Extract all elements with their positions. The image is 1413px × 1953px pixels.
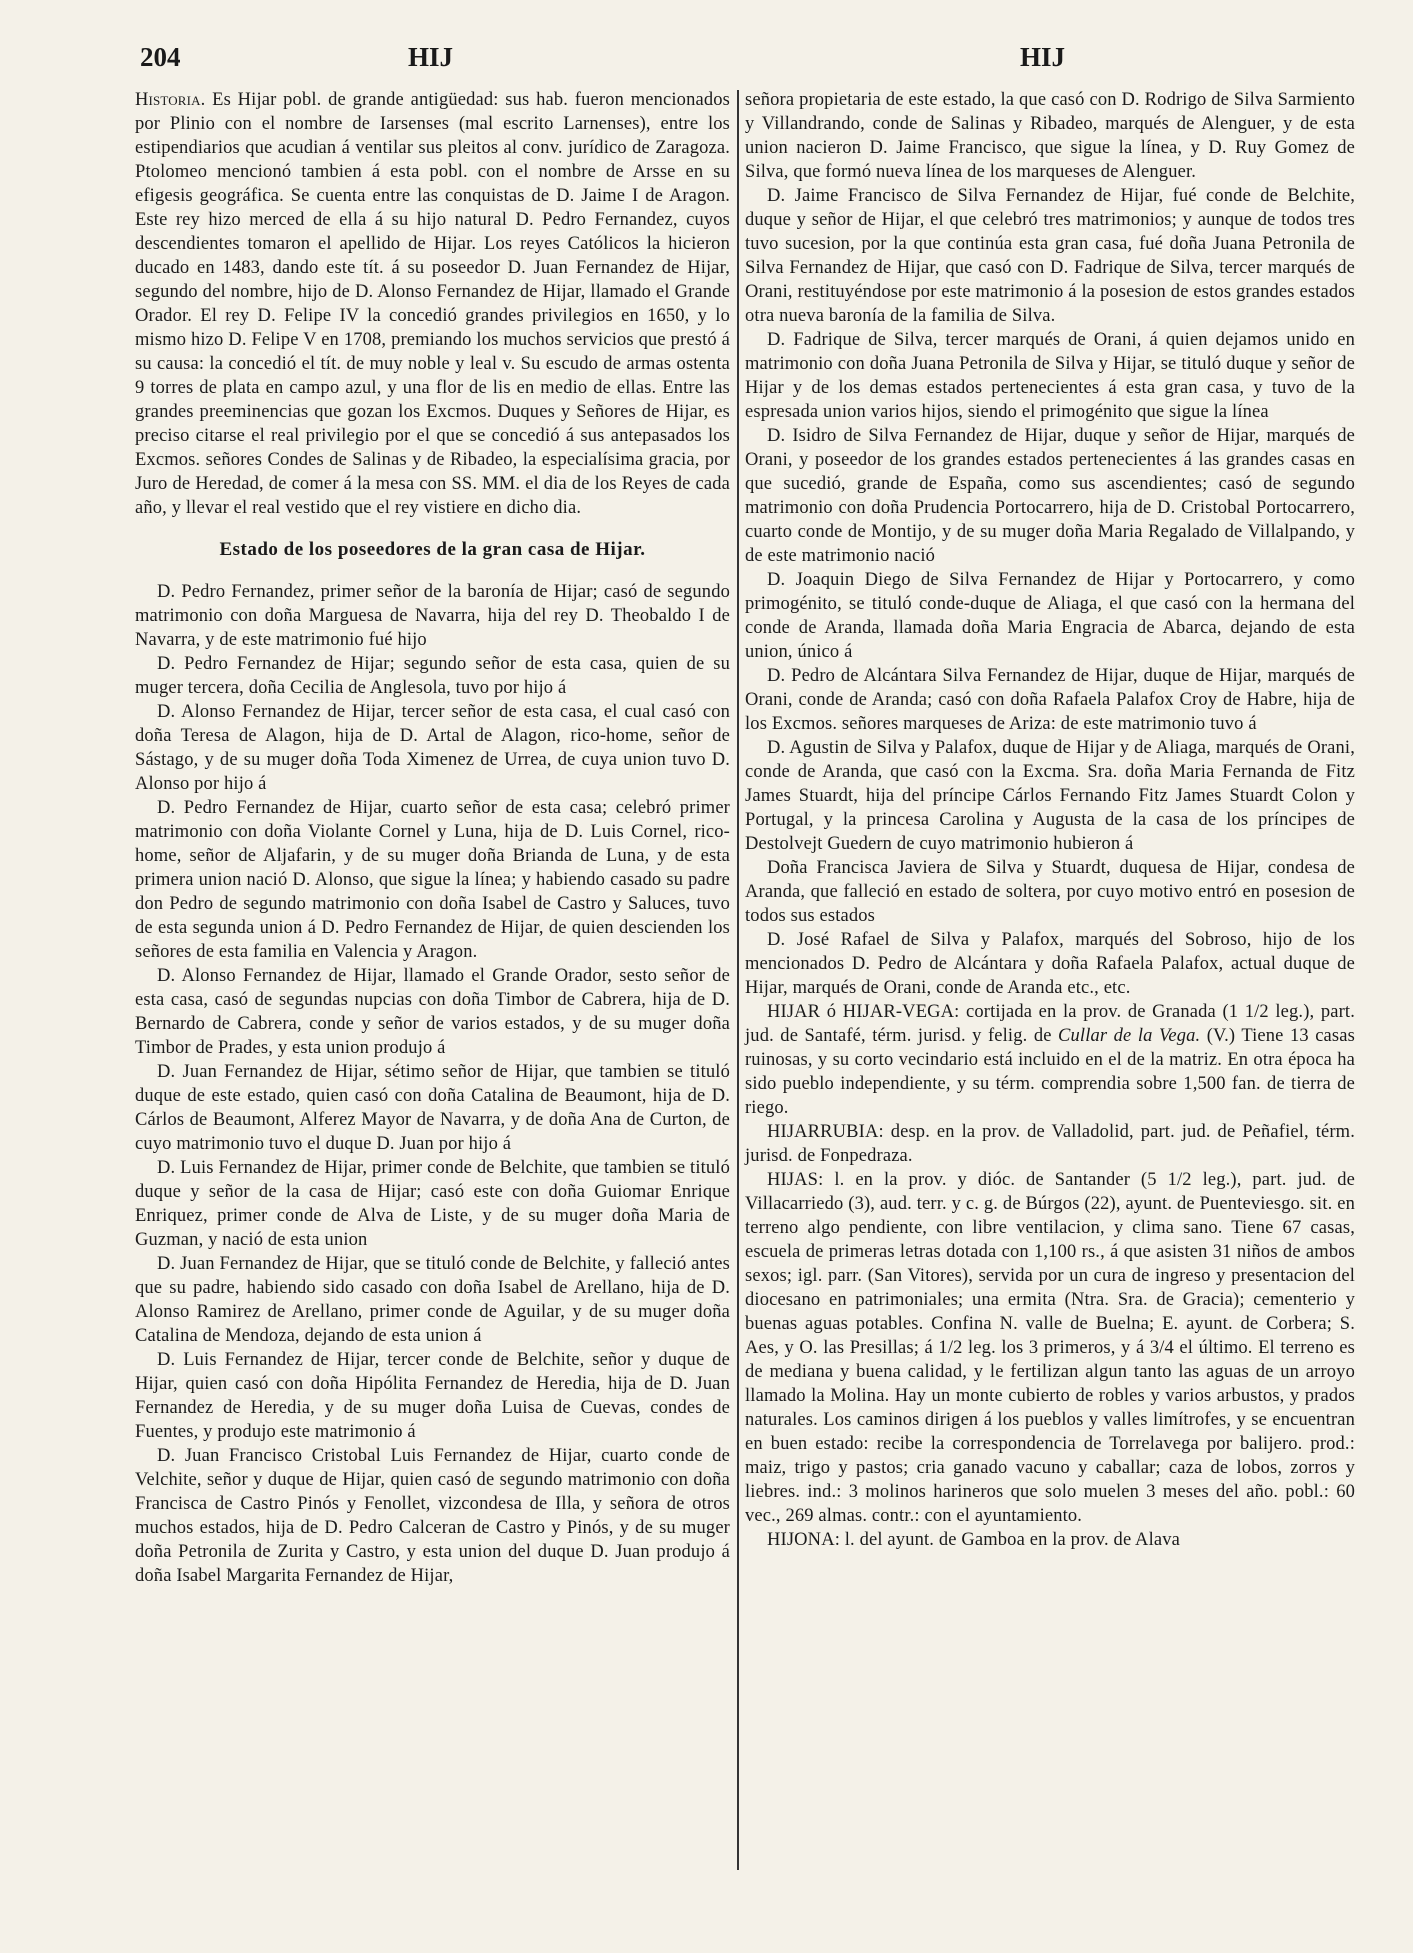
lineage-paragraph: D. Luis Fernandez de Hijar, tercer conde de Belchite, señor y duque de Hijar, quien casó con doña Hipólita Fernandez de Heredia, hija de D. Juan Fernandez de Heredia, y de su muger doña Luisa de Cuevas, condes de Fuentes, y produjo este matrimonio á <box>135 1350 730 1442</box>
column-divider <box>737 90 739 1870</box>
entry-hijona <box>745 1528 1355 1552</box>
entry-hijarrubia <box>745 1120 1355 1168</box>
entry-text: : l. en la prov. y dióc. de Santander (5 1/2 leg.), part. jud. de Villacarriedo (3), aud. terr. y c. g. de Búrgos (22), ayunt. de Puenteviesgo. sit. en terreno algo pendiente, con libre ventilacion, y clima sano. Tiene 67 casas, escuela de primeras letras dotada con 1,100 rs., á que asisten 31 niños de ambos sexos; igl. parr. (San Vitores), servida por un cura de ingreso y presentacion del diocesano en patrimoniales; una ermita (Ntra. Sra. de Gracia); cementerio y buenas aguas potables. Confina N. valle de Buelna; E. ayunt. de Corbera; S. Aes, y O. las Presillas; á 1/2 leg. los 3 primeros, y á 3/4 el último. El terreno es de mediana y buena calidad, y le fertilizan algun tanto las aguas de un arroyo llamado la Molina. Hay un monte cubierto de robles y varios arbustos, y prados naturales. Los caminos dirigen á los pueblos y valles limítrofes, y se encuentran en buen estado: recibe la correspondencia de Torrelavega por balijero. prod.: maiz, trigo y pastos; cria ganado vacuno y caballar; caza de lobos, zorros y liebres. ind.: 3 molinos harineros que solo muelen 3 meses del año. pobl.: 60 vec., 269 almas. contr.: con el ayuntamiento. <box>745 1170 1355 1526</box>
lineage-paragraph: Doña Francisca Javiera de Silva y Stuardt, duquesa de Hijar, condesa de Aranda, que falleció en estado de soltera, por cuyo motivo entró en posesion de todos sus estados <box>745 858 1355 926</box>
lineage-paragraph: D. Agustin de Silva y Palafox, duque de Hijar y de Aliaga, marqués de Orani, conde de Aranda, que casó con la Excma. Sra. doña Maria Fernanda de Fitz James Stuardt, hija del príncipe Cárlos Fernando Fitz James Stuardt Colon y Portugal, y la princesa Carolina y Augusta de la casa de los príncipes de Destolvejt Guedern de cuyo matrimonio hubieron á <box>745 738 1355 854</box>
entry-head: HIJAS <box>767 1170 819 1190</box>
entry-hijas <box>745 1168 1355 1528</box>
lineage-paragraph: D. Juan Francisco Cristobal Luis Fernandez de Hijar, cuarto conde de Velchite, señor y duque de Hijar, quien casó de segundo matrimonio con doña Francisca de Castro Pinós y Fenollet, vizcondesa de Illa, y señora de otros muchos estados, hija de D. Pedro Calceran de Castro y Pinós, y de su muger doña Petronila de Zurita y Castro, y esta union del duque D. Juan produjo á doña Isabel Margarita Fernandez de Hijar, <box>135 1446 730 1586</box>
entry-hijar-vega <box>745 1000 1355 1120</box>
lineage-paragraph: D. Isidro de Silva Fernandez de Hijar, duque y señor de Hijar, marqués de Orani, y poseedor de los grandes estados pertenecientes á las grandes casas en que sucedió, grande de España, como sus ascendientes; casó de segundo matrimonio con doña Prudencia Portocarrero, hija de D. Cristobal Portocarrero, cuarto conde de Montijo, y de su muger doña Maria Regalado de Villalpando, y de este matrimonio nació <box>745 426 1355 566</box>
lineage-paragraph: D. Pedro Fernandez de Hijar, cuarto señor de esta casa; celebró primer matrimonio con doña Violante Cornel y Luna, hija de D. Luis Cornel, rico-home, señor de Aljafarin, y de su muger doña Brianda de Luna, y de esta primera union nació D. Alonso, que sigue la línea; y habiendo casado su padre don Pedro de segundo matrimonio con doña Isabel de Castro y Saluces, tuvo de esta segunda union á D. Pedro Fernandez de Hijar, de quien descienden los señores de esta familia en Valencia y Aragon. <box>135 798 730 962</box>
page-number: 204 <box>140 42 181 72</box>
entry-text: (V.) Tiene 13 casas ruinosas, y su corto vecindario está incluido en el de la matriz. En otra época ha sido pueblo independiente, y su térm. comprendia sobre 1,500 fan. de tierra de riego. <box>745 1026 1355 1118</box>
entry-head: HIJAR ó HIJAR-VEGA <box>767 1002 955 1022</box>
lineage-paragraph: D. Luis Fernandez de Hijar, primer conde de Belchite, que tambien se tituló duque y señor de la casa de Hijar; casó este con doña Guiomar Enrique Enriquez, primer conde de Alva de Liste, y de su muger doña Maria de Guzman, y nació de esta union <box>135 1158 730 1250</box>
lineage-paragraph: D. Juan Fernandez de Hijar, que se tituló conde de Belchite, y falleció antes que su padre, habiendo sido casado con doña Isabel de Arellano, hija de D. Alonso Ramirez de Arellano, primer conde de Aguilar, y de su muger doña Catalina de Mendoza, dejando de esta union á <box>135 1254 730 1346</box>
historia-paragraph <box>135 88 730 520</box>
lineage-paragraph: D. Alonso Fernandez de Hijar, tercer señor de esta casa, el cual casó con doña Teresa de Alagon, hija de D. Artal de Alagon, rico-home, señor de Sástago, y de su muger doña Toda Ximenez de Urrea, de cuya union tuvo D. Alonso por hijo á <box>135 702 730 794</box>
historia-label: Historia. <box>135 90 206 110</box>
running-header <box>140 42 1353 86</box>
lineage-paragraph: D. José Rafael de Silva y Palafox, marqués del Sobroso, hijo de los mencionados D. Pedro de Alcántara y doña Rafaela Palafox, actual duque de Hijar, marqués de Orani, conde de Aranda etc., etc. <box>745 930 1355 998</box>
entry-head: HIJONA <box>767 1530 835 1550</box>
lineage-paragraph: D. Pedro Fernandez de Hijar; segundo señor de esta casa, quien de su muger tercera, doña Cecilia de Anglesola, tuvo por hijo á <box>135 654 730 698</box>
lineage-paragraph: D. Alonso Fernandez de Hijar, llamado el Grande Orador, sesto señor de esta casa, casó de segundas nupcias con doña Timbor de Cabrera, hija de D. Bernardo de Cabrera, conde y señor de varios estados, y de su muger doña Timbor de Prades, y esta union produjo á <box>135 966 730 1058</box>
lineage-paragraph: D. Fadrique de Silva, tercer marqués de Orani, á quien dejamos unido en matrimonio con doña Juana Petronila de Silva y Hijar, se tituló duque y señor de Hijar y de los demas estados pertenecientes á esta gran casa, y tuvo de la espresada union varios hijos, siendo el primogénito que sigue la línea <box>745 330 1355 422</box>
continuation-paragraph: señora propietaria de este estado, la que casó con D. Rodrigo de Silva Sarmiento y Villandrando, conde de Salinas y Ribadeo, marqués de Alenguer, y de esta union nacieron D. Jaime Francisco, que sigue la línea, y D. Ruy Gomez de Silva, que formó nueva línea de los marqueses de Alenguer. <box>745 90 1355 182</box>
entry-text: : desp. en la prov. de Valladolid, part. jud. de Peñafiel, térm. jurisd. de Fonpedraza. <box>745 1122 1355 1166</box>
entry-text: : l. del ayunt. de Gamboa en la prov. de Alava <box>834 1530 1180 1550</box>
historia-text: Es Hijar pobl. de grande antigüedad: sus hab. fueron mencionados por Plinio con el nombre de Iarsenses (mal escrito Larnenses), entre los estipendiarios que acudian á ventilar sus pleitos al conv. jurídico de Zaragoza. Ptolomeo mencionó tambien á esta pobl. con el nombre de Arsse en su efigesis geográfica. Se cuenta entre las conquistas de D. Jaime I de Aragon. Este rey hizo merced de ella á su hijo natural D. Pedro Fernandez, cuyos descendientes tomaron el apellido de Hijar. Los reyes Católicos la hicieron ducado en 1483, dando este tít. á su poseedor D. Juan Fernandez de Hijar, segundo del nombre, hijo de D. Alonso Fernandez de Hijar, llamado el Grande Orador. El rey D. Felipe IV la concedió grandes privilegios en 1650, y lo mismo hizo D. Felipe V en 1708, premiando los muchos servicios que prestó á su causa: la concedió el tít. de muy noble y leal v. Su escudo de armas ostenta 9 torres de plata en campo azul, y una flor de lis en medio de ellas. Entre las grandes preeminencias que gozan los Excmos. Duques y Señores de Hijar, es preciso citarse el real privilegio por el que se concedió á sus antepasados los Excmos. señores Condes de Salinas y de Ribadeo, la especialísima gracia, por Juro de Heredad, de comer á la mesa con SS. MM. el dia de los Reyes de cada año, y llevar el real vestido que el rey vistiere en dicho dia. <box>135 90 730 518</box>
lineage-paragraph: D. Pedro de Alcántara Silva Fernandez de Hijar, duque de Hijar, marqués de Orani, conde de Aranda; casó con doña Rafaela Palafox Croy de Habre, hija de los Excmos. señores marqueses de Ariza: de este matrimonio tuvo á <box>745 666 1355 734</box>
left-column <box>135 88 730 1588</box>
lineage-paragraph: D. Jaime Francisco de Silva Fernandez de Hijar, fué conde de Belchite, duque y señor de Hijar, el que celebró tres matrimonios; y aunque de todos tres tuvo sucesion, por la que continúa esta gran casa, fué doña Juana Petronila de Silva Fernandez de Hijar, que casó con D. Fadrique de Silva, tercer marqués de Orani, restituyéndose por este matrimonio á la posesion de estos grandes estados otra nueva baronía de la familia de Silva. <box>745 186 1355 326</box>
lineage-paragraph: D. Pedro Fernandez, primer señor de la baronía de Hijar; casó de segundo matrimonio con doña Marguesa de Navarra, hija del rey D. Theobaldo I de Navarra, y de este matrimonio fué hijo <box>135 582 730 650</box>
entry-head: HIJARRUBIA <box>767 1122 879 1142</box>
running-head-left: HIJ <box>408 42 454 72</box>
entry-italic: Cullar de la Vega. <box>1058 1026 1201 1046</box>
running-head-right: HIJ <box>1020 42 1066 72</box>
lineage-paragraph: D. Joaquin Diego de Silva Fernandez de Hijar y Portocarrero, y como primogénito, se tituló conde-duque de Aliaga, el que casó con la hermana del conde de Aranda, llamada doña Maria Engracia de Abarca, dejando de esta union, único á <box>745 570 1355 662</box>
right-column <box>745 88 1355 1552</box>
entry-text: : cortijada en la prov. de Granada (1 1/2 leg.), part. jud. de Santafé, térm. jurisd. y felig. de <box>745 1002 1355 1046</box>
lineage-paragraph: D. Juan Fernandez de Hijar, sétimo señor de Hijar, que tambien se tituló duque de este estado, quien casó con doña Catalina de Beaumont, hija de D. Cárlos de Beaumont, Alferez Mayor de Navarra, y de doña Ana de Curton, de cuyo matrimonio tuvo el duque D. Juan por hijo á <box>135 1062 730 1154</box>
section-title: Estado de los poseedores de la gran casa de Hijar. <box>219 539 646 560</box>
